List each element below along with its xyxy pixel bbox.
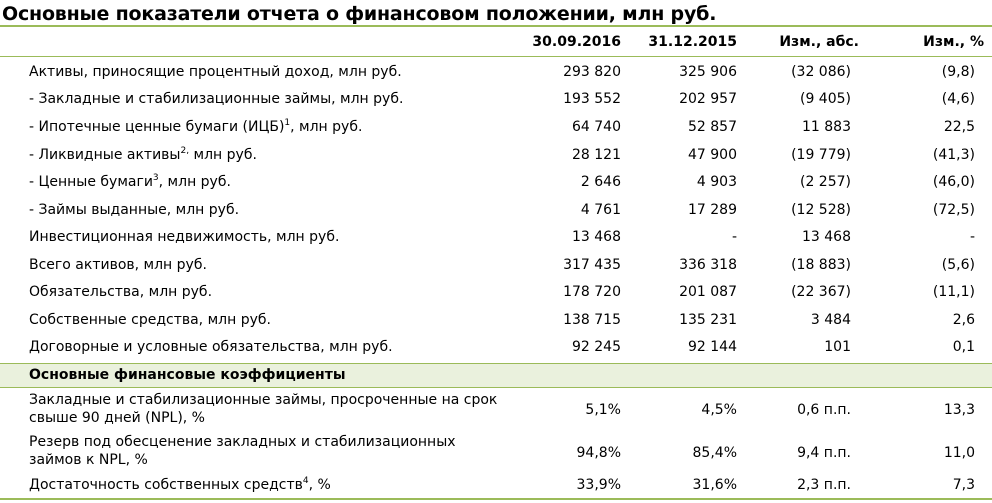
value-change-abs: (18 883): [791, 257, 851, 273]
section-title: Основные финансовые коэффициенты: [29, 367, 346, 383]
row-label-text: - Ликвидные активы: [29, 147, 181, 163]
value-30-09-2016: 293 820: [563, 64, 621, 80]
value-change-pct: 0,1: [952, 339, 975, 355]
footnote-marker: 3: [152, 173, 159, 183]
row-label: [29, 146, 257, 164]
value-change-abs: 0,6 п.п.: [797, 402, 851, 418]
value-31-12-2015: 325 906: [679, 64, 737, 80]
column-header-change-abs: Изм., абс.: [779, 34, 859, 50]
value-change-pct: (4,6): [941, 91, 975, 107]
value-31-12-2015: -: [731, 229, 737, 245]
value-change-pct: (5,6): [941, 257, 975, 273]
value-31-12-2015: 31,6%: [692, 477, 737, 493]
footnote-marker: 2,: [180, 146, 190, 156]
row-label-text: - Ипотечные ценные бумаги (ИЦБ): [29, 119, 285, 135]
value-change-pct: (72,5): [932, 202, 975, 218]
row-label: [29, 118, 362, 136]
row-label: - Закладные и стабилизационные займы, млн руб.: [29, 91, 404, 107]
value-31-12-2015: 85,4%: [692, 445, 737, 461]
row-label: Всего активов, млн руб.: [29, 257, 207, 273]
value-change-abs: 3 484: [810, 312, 851, 328]
row-label-suffix: , млн руб.: [158, 174, 231, 190]
row-label: - Займы выданные, млн руб.: [29, 202, 240, 218]
section-divider-top: [0, 363, 992, 364]
row-label-suffix: , %: [308, 477, 331, 493]
value-30-09-2016: 28 121: [572, 147, 621, 163]
header-divider: [0, 56, 992, 57]
value-30-09-2016: 2 646: [580, 174, 621, 190]
column-header-date-1: 30.09.2016: [532, 34, 621, 50]
row-label: Обязательства, млн руб.: [29, 284, 213, 300]
row-label: Собственные средства, млн руб.: [29, 312, 271, 328]
value-change-pct: (11,1): [932, 284, 975, 300]
value-change-abs: (22 367): [791, 284, 851, 300]
value-30-09-2016: 178 720: [563, 284, 621, 300]
row-label: Резерв под обесценение закладных и стабилизационных займов к NPL, %: [29, 434, 456, 468]
value-change-pct: 22,5: [943, 119, 975, 135]
page-title: Основные показатели отчета о финансовом положении, млн руб.: [2, 3, 717, 25]
value-31-12-2015: 4 903: [696, 174, 737, 190]
value-30-09-2016: 64 740: [572, 119, 621, 135]
value-31-12-2015: 4,5%: [701, 402, 737, 418]
value-30-09-2016: 92 245: [572, 339, 621, 355]
value-change-pct: 11,0: [943, 445, 975, 461]
row-label: Закладные и стабилизационные займы, просроченные на срок свыше 90 дней (NPL), %: [29, 392, 498, 426]
value-change-abs: (32 086): [791, 64, 851, 80]
value-change-pct: 7,3: [952, 477, 975, 493]
row-label: [29, 476, 331, 494]
row-label: [29, 173, 231, 191]
value-31-12-2015: 201 087: [679, 284, 737, 300]
title-underline: [0, 25, 992, 27]
column-header-change-pct: Изм., %: [923, 34, 984, 50]
footnote-marker: 4: [302, 476, 309, 486]
table-bottom-rule: [0, 498, 992, 500]
row-label: Инвестиционная недвижимость, млн руб.: [29, 229, 340, 245]
value-change-abs: 2,3 п.п.: [797, 477, 851, 493]
value-change-pct: 2,6: [952, 312, 975, 328]
value-30-09-2016: 138 715: [563, 312, 621, 328]
value-change-abs: (9 405): [799, 91, 851, 107]
value-31-12-2015: 47 900: [688, 147, 737, 163]
value-change-abs: (2 257): [799, 174, 851, 190]
value-30-09-2016: 94,8%: [576, 445, 621, 461]
value-31-12-2015: 17 289: [688, 202, 737, 218]
value-30-09-2016: 4 761: [580, 202, 621, 218]
value-change-pct: (9,8): [941, 64, 975, 80]
value-change-abs: 9,4 п.п.: [797, 445, 851, 461]
row-label: Активы, приносящие процентный доход, млн руб.: [29, 64, 402, 80]
value-30-09-2016: 13 468: [572, 229, 621, 245]
value-change-pct: 13,3: [943, 402, 975, 418]
value-change-abs: 13 468: [802, 229, 851, 245]
value-change-abs: (19 779): [791, 147, 851, 163]
value-change-pct: (46,0): [932, 174, 975, 190]
value-change-pct: -: [969, 229, 975, 245]
value-30-09-2016: 317 435: [563, 257, 621, 273]
footnote-marker: 1: [284, 118, 291, 128]
value-31-12-2015: 202 957: [679, 91, 737, 107]
row-label-text: Достаточность собственных средств: [29, 477, 303, 493]
value-change-abs: 101: [824, 339, 851, 355]
value-31-12-2015: 336 318: [679, 257, 737, 273]
value-change-abs: 11 883: [802, 119, 851, 135]
value-31-12-2015: 52 857: [688, 119, 737, 135]
row-label-text: - Ценные бумаги: [29, 174, 153, 190]
value-30-09-2016: 33,9%: [576, 477, 621, 493]
row-label-suffix: , млн руб.: [290, 119, 363, 135]
value-31-12-2015: 92 144: [688, 339, 737, 355]
value-change-pct: (41,3): [932, 147, 975, 163]
value-30-09-2016: 193 552: [563, 91, 621, 107]
value-31-12-2015: 135 231: [679, 312, 737, 328]
section-divider-bottom: [0, 387, 992, 388]
value-30-09-2016: 5,1%: [585, 402, 621, 418]
row-label: Договорные и условные обязательства, млн руб.: [29, 339, 393, 355]
value-change-abs: (12 528): [791, 202, 851, 218]
column-header-date-2: 31.12.2015: [648, 34, 737, 50]
row-label-suffix: млн руб.: [189, 147, 257, 163]
